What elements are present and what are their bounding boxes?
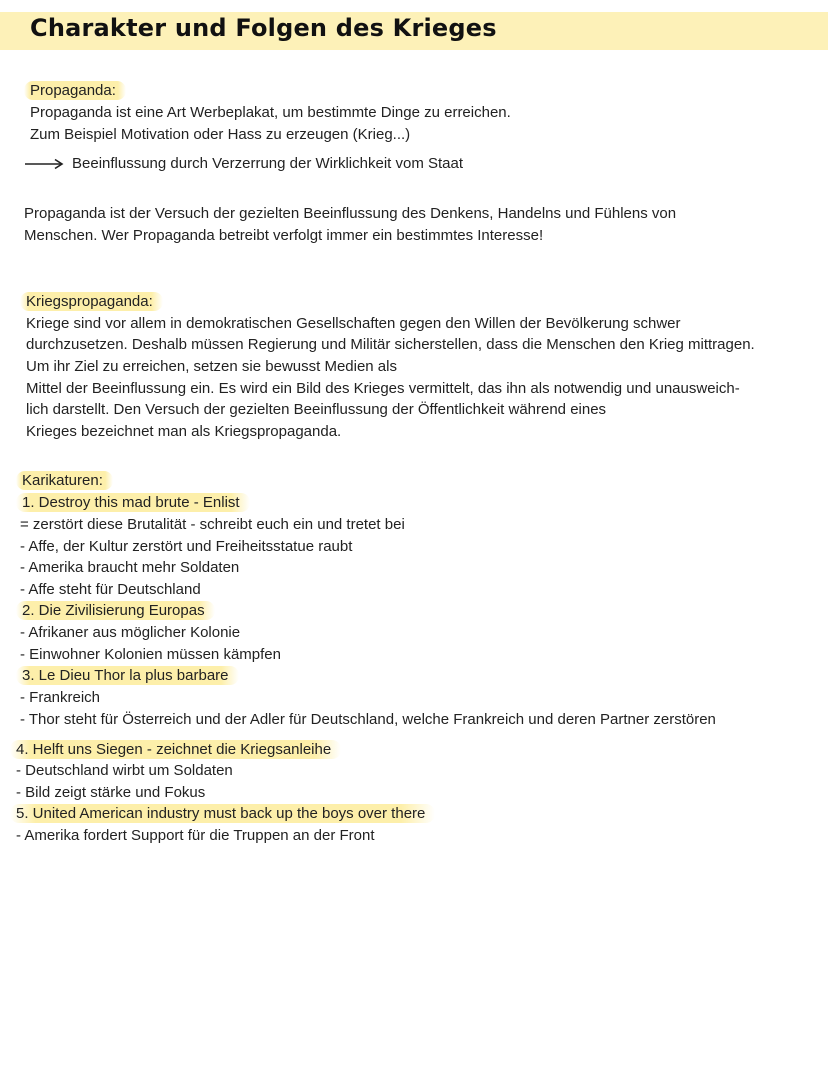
karikatur-point: - Affe steht für Deutschland (20, 581, 201, 598)
karikatur-point: - Thor steht für Österreich und der Adler für Deutschland, welche Frankreich und deren Partner zerstören (20, 711, 716, 728)
karikaturen-heading: Karikaturen: (22, 470, 113, 491)
karikatur-title: 4. Helft uns Siegen - zeichnet die Kriegsanleihe (16, 739, 341, 760)
kriegspropaganda-line: durchzusetzen. Deshalb müssen Regierung und Militär sicherstellen, dass die Menschen den Krieg mittragen. (26, 336, 755, 353)
karikatur-point: - Affe, der Kultur zerstört und Freiheitsstatue raubt (20, 538, 353, 555)
karikatur-point: - Deutschland wirbt um Soldaten (16, 762, 233, 779)
karikatur-point: - Frankreich (20, 689, 101, 706)
page-title: Charakter und Folgen des Krieges (30, 14, 497, 42)
karikatur-point: - Amerika fordert Support für die Truppen an der Front (16, 827, 375, 844)
arrow-right-icon (24, 158, 64, 170)
kriegspropaganda-line: Kriege sind vor allem in demokratischen Gesellschaften gegen den Willen der Bevölkerung schwer (26, 315, 681, 332)
propaganda-line-2: Zum Beispiel Motivation oder Hass zu erzeugen (Krieg...) (30, 126, 411, 143)
propaganda-definition-2: Menschen. Wer Propaganda betreibt verfolgt immer ein bestimmtes Interesse! (24, 227, 544, 244)
karikatur-point: - Bild zeigt stärke und Fokus (16, 784, 206, 801)
karikatur-title: 5. United American industry must back up the boys over there (16, 803, 435, 824)
propaganda-arrow-line (24, 153, 463, 174)
propaganda-heading: Propaganda: (30, 80, 126, 101)
karikatur-title: 1. Destroy this mad brute - Enlist (22, 492, 250, 513)
karikatur-point: = zerstört diese Brutalität - schreibt euch ein und tretet bei (20, 516, 405, 533)
karikatur-point: - Einwohner Kolonien müssen kämpfen (20, 646, 281, 663)
propaganda-line-1: Propaganda ist eine Art Werbeplakat, um bestimmte Dinge zu erreichen. (30, 104, 511, 121)
karikatur-title: 2. Die Zivilisierung Europas (22, 600, 215, 621)
karikatur-title: 3. Le Dieu Thor la plus barbare (22, 665, 239, 686)
karikatur-point: - Amerika braucht mehr Soldaten (20, 559, 240, 576)
kriegspropaganda-line: Krieges bezeichnet man als Kriegspropaganda. (26, 423, 342, 440)
kriegspropaganda-line: Mittel der Beeinflussung ein. Es wird ein Bild des Krieges vermittelt, das ihn als notwendig und unausweich- (26, 380, 740, 397)
kriegspropaganda-line: Um ihr Ziel zu erreichen, setzen sie bewusst Medien als (26, 358, 397, 375)
kriegspropaganda-heading: Kriegspropaganda: (26, 291, 163, 312)
karikatur-point: - Afrikaner aus möglicher Kolonie (20, 624, 241, 641)
propaganda-definition-1: Propaganda ist der Versuch der gezielten Beeinflussung des Denkens, Handelns und Fühlens von (24, 205, 677, 222)
propaganda-arrow-text: Beeinflussung durch Verzerrung der Wirklichkeit vom Staat (72, 155, 464, 172)
kriegspropaganda-line: lich darstellt. Den Versuch der gezielten Beeinflussung der Öffentlichkeit während eines (26, 401, 607, 418)
